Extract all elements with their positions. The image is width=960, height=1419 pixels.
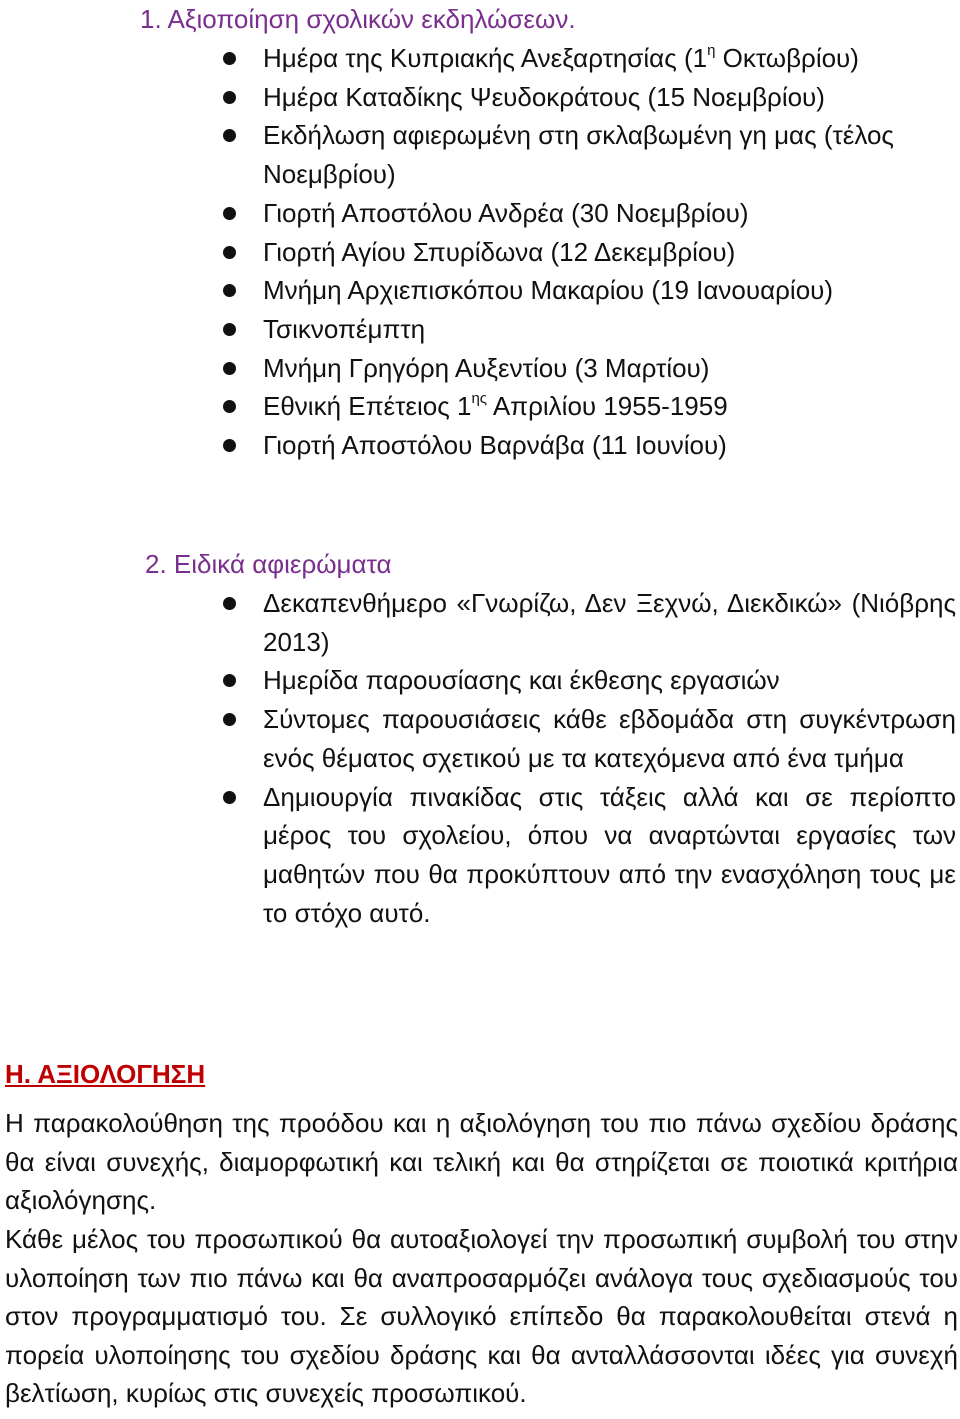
list-item (0, 194, 960, 233)
list-item (0, 700, 960, 777)
list-item-text: Ημέρα Καταδίκης Ψευδοκράτους (15 Νοεμβρίου) (263, 81, 825, 112)
section-heading-school-events: 1. Αξιοποίηση σχολικών εκδηλώσεων. (140, 4, 576, 34)
evaluation-paragraph: Κάθε μέλος του προσωπικού θα αυτοαξιολογεί την προσωπική συμβολή του στην υλοποίηση των πιο πάνω και θα αναπροσαρμόζει ανάλογα τους σχεδιασμούς του στον προγραμματισμό του. Σε συλλογικό επίπεδο θα παρακολουθείται στενά η πορεία υλοποίησης του σχεδίου δράσης και θα ανταλλάσσονται ιδέες για συνεχή βελτίωση, κυρίως στις συνεχείς προσωπικού. (5, 1224, 958, 1408)
bullet-icon (223, 362, 236, 375)
list-item (0, 39, 960, 78)
bullet-icon (223, 207, 236, 220)
bullet-icon (223, 791, 236, 804)
list-item (0, 310, 960, 349)
section-heading-special-tributes: 2. Ειδικά αφιερώματα (145, 549, 392, 579)
bullet-icon (223, 91, 236, 104)
evaluation-heading: Η. ΑΞΙΟΛΟΓΗΣΗ (5, 1059, 206, 1089)
list-item-text: Γιορτή Αποστόλου Ανδρέα (30 Νοεμβρίου) (263, 197, 749, 228)
bullet-icon (223, 284, 236, 297)
list-item-text: Δεκαπενθήμερο «Γνωρίζω, Δεν Ξεχνώ, Διεκδικώ» (Νιόβρης 2013) (263, 588, 956, 657)
bullet-icon (223, 52, 236, 65)
list-item-text: Γιορτή Αποστόλου Βαρνάβα (11 Ιουνίου) (263, 430, 727, 461)
list-item (0, 778, 960, 933)
bullet-icon (223, 597, 236, 610)
list-item-text: Τσικνοπέμπτη (263, 313, 426, 344)
list-item (0, 661, 960, 700)
list-item (0, 584, 960, 661)
list-item-text: Εθνική Επέτειος $1^{\eta\varsigma}$ Απριλίου 1955-1959 (263, 390, 728, 422)
bullet-icon (223, 246, 236, 259)
list-item-text: Σύντομες παρουσιάσεις κάθε εβδομάδα στη συγκέντρωση ενός θέματος σχετικού με τα κατεχόμενα από ένα τμήμα (263, 704, 956, 773)
evaluation-paragraph: Η παρακολούθηση της προόδου και η αξιολόγηση του πιο πάνω σχεδίου δράσης θα είναι συνεχής, διαμορφωτική και τελική και θα στηρίζεται σε ποιοτικά κριτήρια αξιολόγησης. (5, 1108, 958, 1215)
special-tributes-list (0, 584, 960, 932)
bullet-icon (223, 439, 236, 452)
list-item (0, 349, 960, 388)
list-item-text: Μνήμη Γρηγόρη Αυξεντίου (3 Μαρτίου) (263, 352, 710, 383)
bullet-icon (223, 674, 236, 687)
bullet-icon (223, 713, 236, 726)
list-item-text: Γιορτή Αγίου Σπυρίδωνα (12 Δεκεμβρίου) (263, 236, 736, 267)
bullet-icon (223, 129, 236, 142)
list-item-text: Μνήμη Αρχιεπισκόπου Μακαρίου (19 Ιανουαρίου) (263, 275, 834, 306)
bullet-icon (223, 323, 236, 336)
list-item-text: Ημερίδα παρουσίασης και έκθεσης εργασιών (263, 665, 780, 696)
list-item (0, 271, 960, 310)
list-item-text: Εκδήλωση αφιερωμένη στη σκλαβωμένη γη μας (τέλος Νοεμβρίου) (263, 120, 894, 190)
list-item (0, 233, 960, 272)
list-item-text: Δημιουργία πινακίδας στις τάξεις αλλά και σε περίοπτο μέρος του σχολείου, όπου να αναρτώνται εργασίες των μαθητών που θα προκύπτουν από την ενασχόληση τους με το στόχο αυτό. (263, 781, 956, 928)
bullet-icon (223, 400, 236, 413)
list-item (0, 426, 960, 465)
list-item (0, 116, 960, 193)
school-events-list (0, 39, 960, 465)
list-item (0, 387, 960, 426)
list-item-text: Ημέρα της Κυπριακής Ανεξαρτησίας ($1^\eta$ Οκτωβρίου) (263, 42, 859, 73)
list-item (0, 78, 960, 117)
